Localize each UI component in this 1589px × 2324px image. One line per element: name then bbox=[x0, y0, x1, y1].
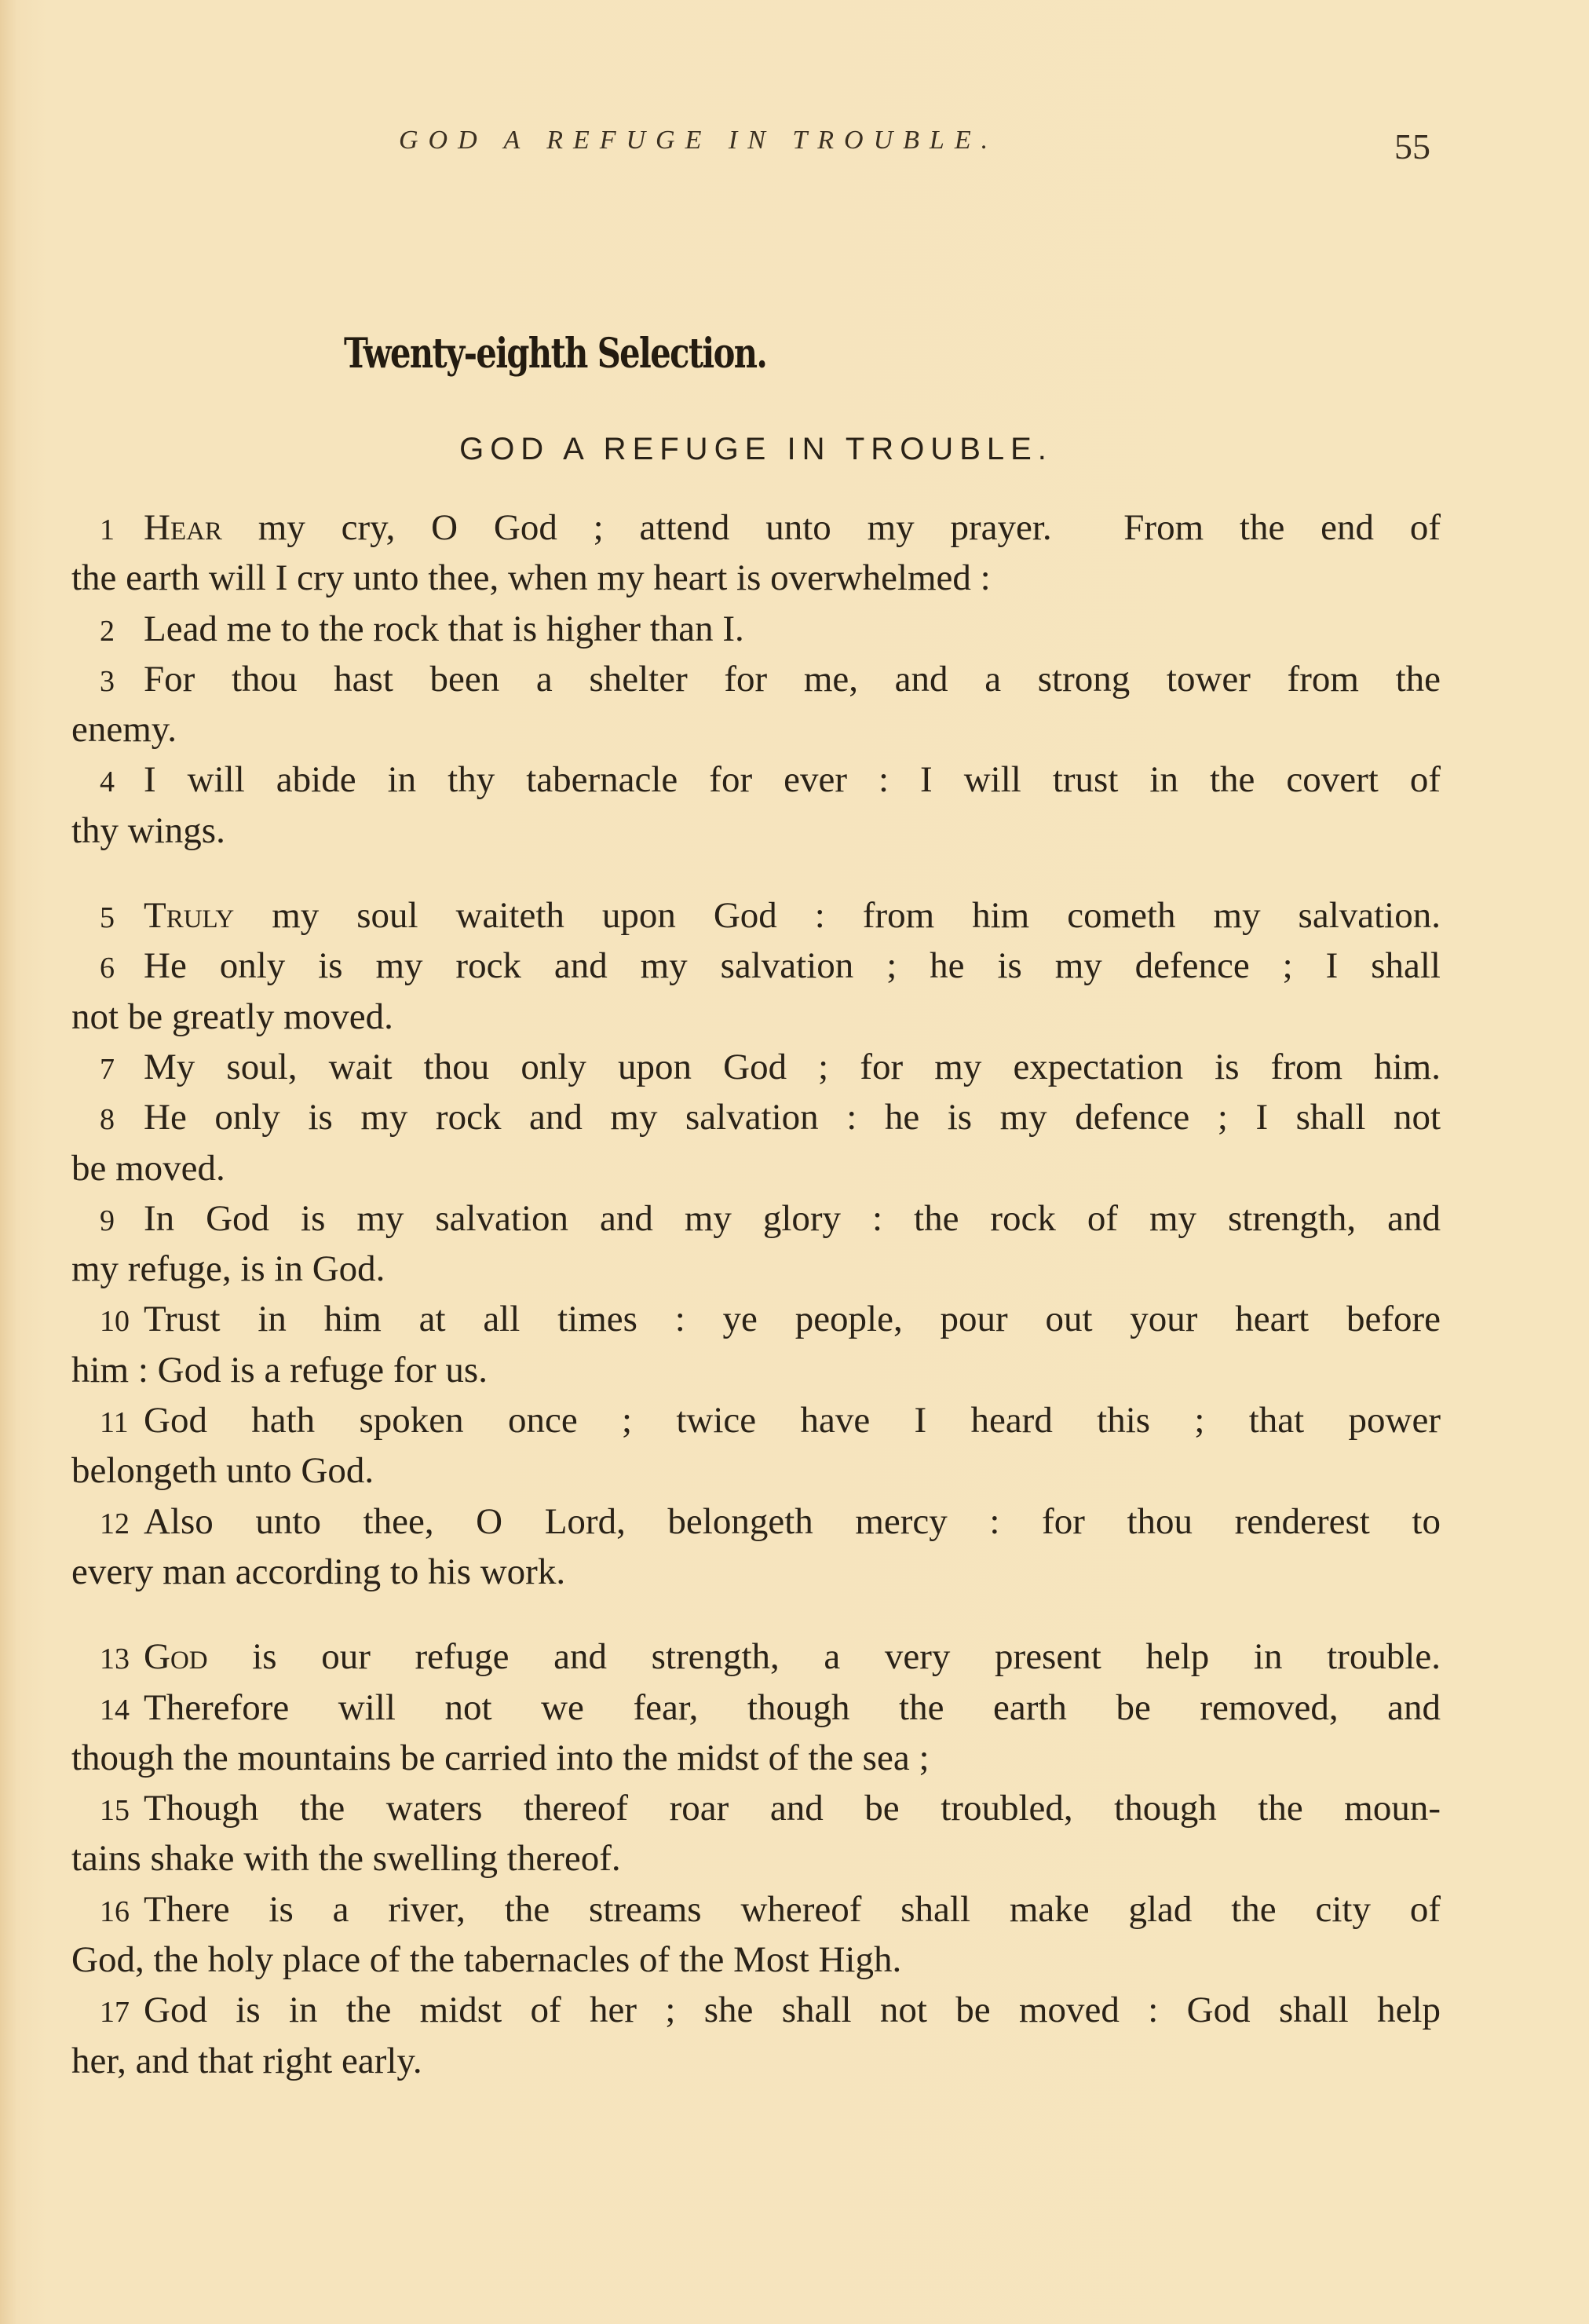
verse-line-text: God is in the midst of her ; she shall not be moved : God shall help bbox=[144, 1990, 1441, 2031]
verse-line-text: For thou hast been a shelter for me, and a strong tower from the bbox=[144, 658, 1441, 700]
verse-continuation-line bbox=[71, 1547, 1441, 1597]
verse-line-text: I will abide in thy tabernacle for ever : I will trust in the covert of bbox=[144, 759, 1441, 801]
verse-line-text: my soul waiteth upon God : from him cometh my salvation. bbox=[234, 895, 1441, 937]
verse-line bbox=[71, 1496, 1441, 1547]
verse-line bbox=[71, 604, 1441, 654]
verse-line-text: Trust in him at all times : ye people, pour out your heart before bbox=[144, 1299, 1441, 1340]
verse-line-text: my refuge, is in God. bbox=[71, 1248, 385, 1290]
page-number: 55 bbox=[1394, 126, 1430, 166]
verse-line-text: every man according to his work. bbox=[71, 1551, 566, 1592]
verse-number: 3 bbox=[100, 664, 115, 698]
verse-line bbox=[71, 1092, 1441, 1142]
verse-line-text: Lead me to the rock that is higher than I. bbox=[144, 608, 744, 649]
verse-line bbox=[71, 654, 1441, 704]
verse-number: 7 bbox=[100, 1052, 115, 1086]
verse-line bbox=[71, 1783, 1441, 1833]
verse-line bbox=[71, 1042, 1441, 1092]
verse-line-text: There is a river, the streams whereof shall make glad the city of bbox=[144, 1888, 1441, 1930]
verse-line bbox=[71, 1683, 1441, 1733]
verse-line-text: him : God is a refuge for us. bbox=[71, 1349, 488, 1390]
verse-number: 11 bbox=[100, 1406, 129, 1440]
verse-number: 8 bbox=[100, 1103, 115, 1137]
verse-line bbox=[71, 1884, 1441, 1935]
verse-line-text: the earth will I cry unto thee, when my heart is overwhelmed : bbox=[71, 557, 991, 599]
verse-line-text: Therefore will not we fear, though the earth be removed, and bbox=[144, 1686, 1441, 1728]
running-header: GOD A REFUGE IN TROUBLE. bbox=[399, 126, 999, 155]
verse-continuation-line bbox=[71, 704, 1441, 755]
verse-line-text: belongeth unto God. bbox=[71, 1450, 374, 1492]
verse-text bbox=[71, 502, 1441, 2086]
verse-line bbox=[71, 502, 1441, 553]
verse-line-text: be moved. bbox=[71, 1147, 225, 1189]
verse-line-text: He only is my rock and my salvation : he is my defence ; I shall not bbox=[144, 1097, 1441, 1138]
verse-number: 13 bbox=[100, 1643, 130, 1676]
verse-line-text: though the mountains be carried into the midst of the sea ; bbox=[71, 1737, 930, 1778]
verse-continuation-line bbox=[71, 1445, 1441, 1496]
verse-continuation-line bbox=[71, 1733, 1441, 1783]
verse-continuation-line bbox=[71, 806, 1441, 856]
verse-number: 15 bbox=[100, 1794, 130, 1828]
verse-number: 2 bbox=[100, 614, 115, 648]
verse-lead-word: Hear bbox=[144, 507, 222, 548]
verse-continuation-line bbox=[71, 1143, 1441, 1193]
verse-line bbox=[71, 1395, 1441, 1445]
verse-line-text: Also unto thee, O Lord, belongeth mercy : for thou renderest to bbox=[144, 1500, 1441, 1542]
verse-number: 4 bbox=[100, 766, 115, 799]
verse-number: 6 bbox=[100, 952, 115, 985]
verse-line-text: thy wings. bbox=[71, 809, 225, 851]
verse-line bbox=[71, 1632, 1441, 1682]
verse-number: 17 bbox=[100, 1996, 130, 2030]
verse-continuation-line bbox=[71, 1833, 1441, 1884]
verse-line-text: my cry, O God ; attend unto my prayer. From the end of bbox=[221, 507, 1441, 548]
verse-line-text: God, the holy place of the tabernacles of the Most High. bbox=[71, 1939, 902, 1981]
verse-line bbox=[71, 1193, 1441, 1244]
selection-title: Twenty-eighth Selection. bbox=[344, 330, 767, 378]
verse-number: 16 bbox=[100, 1895, 130, 1928]
verse-line-text: Though the waters thereof roar and be troubled, though the moun- bbox=[144, 1788, 1441, 1829]
verse-line-text: In God is my salvation and my glory : the rock of my strength, and bbox=[144, 1197, 1441, 1239]
verse-line-text: God hath spoken once ; twice have I heard this ; that power bbox=[144, 1400, 1441, 1442]
verse-continuation-line bbox=[71, 1935, 1441, 1985]
verse-lead-word: Truly bbox=[144, 895, 235, 937]
verse-number: 1 bbox=[100, 513, 115, 546]
verse-line-text: tains shake with the swelling thereof. bbox=[71, 1838, 621, 1880]
verse-line-text: My soul, wait thou only upon God ; for my expectation is from him. bbox=[144, 1046, 1441, 1087]
verse-number: 5 bbox=[100, 901, 115, 935]
verse-continuation-line bbox=[71, 553, 1441, 603]
verse-line bbox=[71, 941, 1441, 991]
verse-line bbox=[71, 1985, 1441, 2035]
verse-line bbox=[71, 1294, 1441, 1344]
verse-continuation-line bbox=[71, 2036, 1441, 2086]
verse-line-text: is our refuge and strength, a very present help in trouble. bbox=[207, 1636, 1441, 1678]
verse-number: 12 bbox=[100, 1507, 130, 1540]
verse-number: 10 bbox=[100, 1305, 130, 1339]
verse-line bbox=[71, 755, 1441, 805]
verse-line-text: enemy. bbox=[71, 709, 177, 751]
verse-continuation-line bbox=[71, 992, 1441, 1042]
verse-number: 14 bbox=[100, 1693, 130, 1727]
verse-line-text: He only is my rock and my salvation ; he is my defence ; I shall bbox=[144, 945, 1441, 987]
verse-line-text: not be greatly moved. bbox=[71, 996, 393, 1037]
verse-lead-word: God bbox=[144, 1636, 208, 1678]
section-subtitle: GOD A REFUGE IN TROUBLE. bbox=[459, 432, 1053, 466]
verse-continuation-line bbox=[71, 1345, 1441, 1395]
verse-continuation-line bbox=[71, 1244, 1441, 1294]
verse-number: 9 bbox=[100, 1204, 115, 1237]
verse-line-text: her, and that right early. bbox=[71, 2040, 422, 2081]
verse-line bbox=[71, 890, 1441, 941]
